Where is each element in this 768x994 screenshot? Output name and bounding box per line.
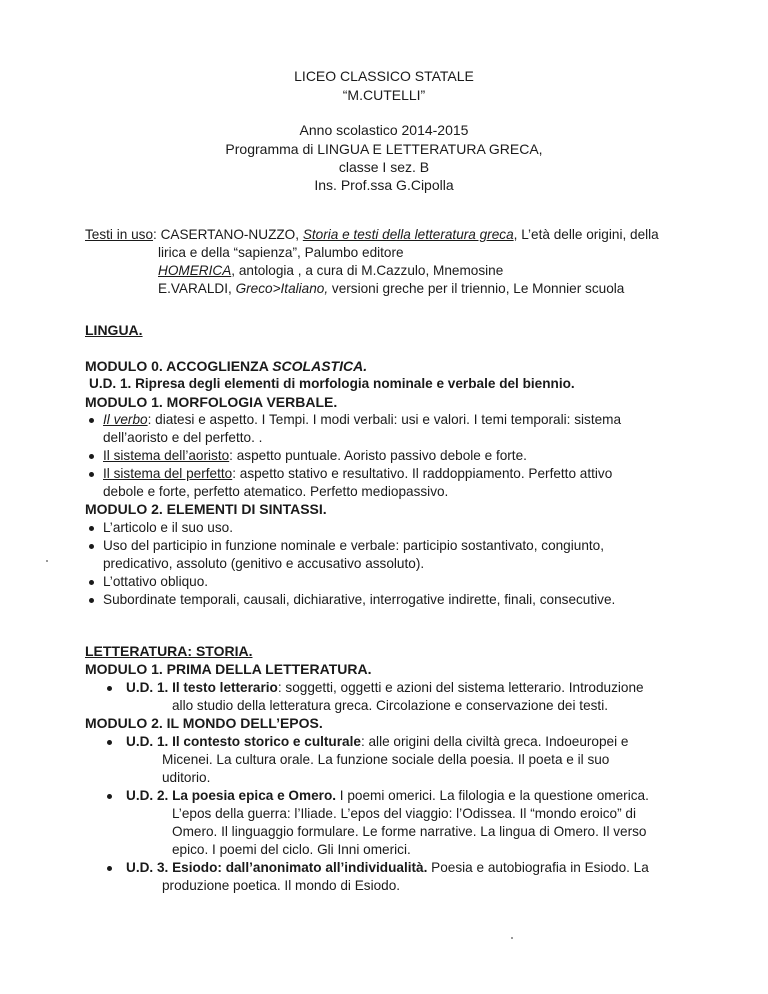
list-item-articolo: L’articolo e il suo uso.	[103, 520, 233, 535]
bullet-icon	[89, 472, 94, 477]
list-item-verbo-cont: dell’aoristo e del perfetto. .	[103, 430, 263, 445]
lett-ud-contesto-cont-2: uditorio.	[162, 770, 211, 785]
list-item-perfetto	[103, 465, 612, 483]
texts-l1-b: , L’età delle origini, della	[513, 227, 659, 242]
lett-ud-testo-cont: allo studio della letteratura greca. Circolazione e conservazione dei testi.	[172, 698, 608, 713]
lett-ud-contesto	[126, 733, 628, 751]
school-year: Anno scolastico 2014-2015	[299, 122, 469, 138]
bullet-icon	[89, 526, 94, 531]
bullet-icon	[107, 866, 112, 871]
ud-label: U.D. 1. Il testo letterario	[126, 680, 278, 695]
list-item-subordinate: Subordinate temporali, causali, dichiarative, interrogative indirette, finali, consecutive.	[103, 592, 616, 607]
list-item-text: : aspetto stativo e resultativo. Il raddoppiamento. Perfetto attivo	[232, 466, 613, 481]
bullet-icon	[89, 580, 94, 585]
ud-text: Poesia e autobiografia in Esiodo. La	[427, 860, 649, 875]
ud-label: U.D. 3. Esiodo: dall’anonimato all’individualità.	[126, 860, 428, 875]
program-title: Programma di LINGUA E LETTERATURA GRECA,	[225, 141, 543, 157]
list-item-text: : diatesi e aspetto. I Tempi. I modi verbali: usi e valori. I temi temporali: sistema	[147, 412, 622, 427]
ud-label: U.D. 1. Il contesto storico e culturale	[126, 734, 361, 749]
module-1-heading: MODULO 1. MORFOLOGIA VERBALE.	[85, 394, 338, 410]
texts-line-2: lirica e della “sapienza”, Palumbo editore	[158, 245, 404, 260]
section-heading-letteratura: LETTERATURA: STORIA.	[85, 643, 253, 659]
bullet-icon	[89, 598, 94, 603]
module-0-a: MODULO 0. ACCOGLIENZA	[85, 358, 273, 374]
bullet-icon	[107, 686, 112, 691]
ud-text: : soggetti, oggetti e azioni del sistema letterario. Introduzione	[277, 680, 644, 695]
list-item-aoristo	[103, 447, 527, 465]
teacher-info: Ins. Prof.ssa G.Cipolla	[314, 177, 454, 193]
lett-ud-testo	[126, 679, 644, 697]
ud-label: U.D. 2. La poesia epica e Omero.	[126, 788, 337, 803]
texts-line-3	[158, 262, 503, 280]
lett-ud-epica	[126, 787, 649, 805]
bullet-icon	[89, 454, 94, 459]
module-2-heading: MODULO 2. ELEMENTI DI SINTASSI.	[85, 501, 327, 517]
module-0-heading	[85, 358, 367, 374]
list-item-label: Il sistema del perfetto	[103, 466, 233, 481]
lett-module-1-heading: MODULO 1. PRIMA DELLA LETTERATURA.	[85, 661, 372, 677]
school-name: “M.CUTELLI”	[342, 87, 426, 103]
book-title-homerica: HOMERICA	[158, 263, 232, 278]
texts-line-1	[85, 226, 659, 244]
book-title-storia: Storia e testi della letteratura greca	[302, 227, 514, 242]
lett-ud-epica-cont-3: epico. I poemi del ciclo. Gli Inni omerici.	[172, 842, 411, 857]
lett-ud-epica-cont-2: Omero. Il linguaggio formulare. Le forme narrative. La lingua di Omero. Il verso	[172, 824, 647, 839]
ud-text: : alle origini della civiltà greca. Indoeuropei e	[360, 734, 629, 749]
texts-label: Testi in uso	[85, 227, 154, 242]
lett-ud-epica-cont-1: L’epos della guerra: l’Iliade. L’epos del viaggio: l’Odissea. Il “mondo eroico” di	[172, 806, 636, 821]
list-item-label: Il verbo	[103, 412, 148, 427]
list-item-label: Il sistema dell’aoristo	[103, 448, 230, 463]
texts-l3-b: , antologia , a cura di M.Cazzulo, Mnemosine	[231, 263, 504, 278]
list-item-participio: Uso del participio in funzione nominale e verbale: participio sostantivato, congiunto,	[103, 538, 604, 553]
lett-ud-contesto-cont-1: Micenei. La cultura orale. La funzione sociale della poesia. Il poeta e il suo	[162, 752, 610, 767]
lett-ud-esiodo	[126, 859, 649, 877]
scan-speck	[511, 937, 513, 939]
ud-1-lingua: U.D. 1. Ripresa degli elementi di morfologia nominale e verbale del biennio.	[89, 376, 575, 391]
list-item-verbo	[103, 411, 621, 429]
lett-module-2-heading: MODULO 2. IL MONDO DELL’EPOS.	[85, 715, 323, 731]
list-item-text: : aspetto puntuale. Aoristo passivo debole e forte.	[229, 448, 527, 463]
bullet-icon	[107, 794, 112, 799]
lett-ud-esiodo-cont: produzione poetica. Il mondo di Esiodo.	[162, 878, 401, 893]
book-title-greco: Greco>Italiano,	[235, 281, 329, 296]
texts-l4-b: versioni greche per il triennio, Le Monnier scuola	[328, 281, 625, 296]
ud-text: I poemi omerici. La filologia e la questione omerica.	[336, 788, 649, 803]
list-item-participio-cont: predicativo, assoluto (genitivo e accusativo assoluto).	[103, 556, 425, 571]
module-0-b: SCOLASTICA.	[272, 358, 368, 374]
bullet-icon	[107, 740, 112, 745]
list-item-ottativo: L’ottativo obliquo.	[103, 574, 209, 589]
school-title: LICEO CLASSICO STATALE	[294, 68, 474, 84]
section-heading-lingua: LINGUA.	[85, 322, 143, 338]
class-info: classe I sez. B	[338, 159, 430, 175]
bullet-icon	[89, 544, 94, 549]
list-item-perfetto-cont: debole e forte, perfetto atematico. Perfetto mediopassivo.	[103, 484, 449, 499]
texts-line-4	[158, 280, 624, 298]
texts-l1-a: : CASERTANO-NUZZO,	[153, 227, 303, 242]
bullet-icon	[89, 418, 94, 423]
texts-l4-a: E.VARALDI,	[158, 281, 236, 296]
scan-speck	[46, 560, 48, 562]
